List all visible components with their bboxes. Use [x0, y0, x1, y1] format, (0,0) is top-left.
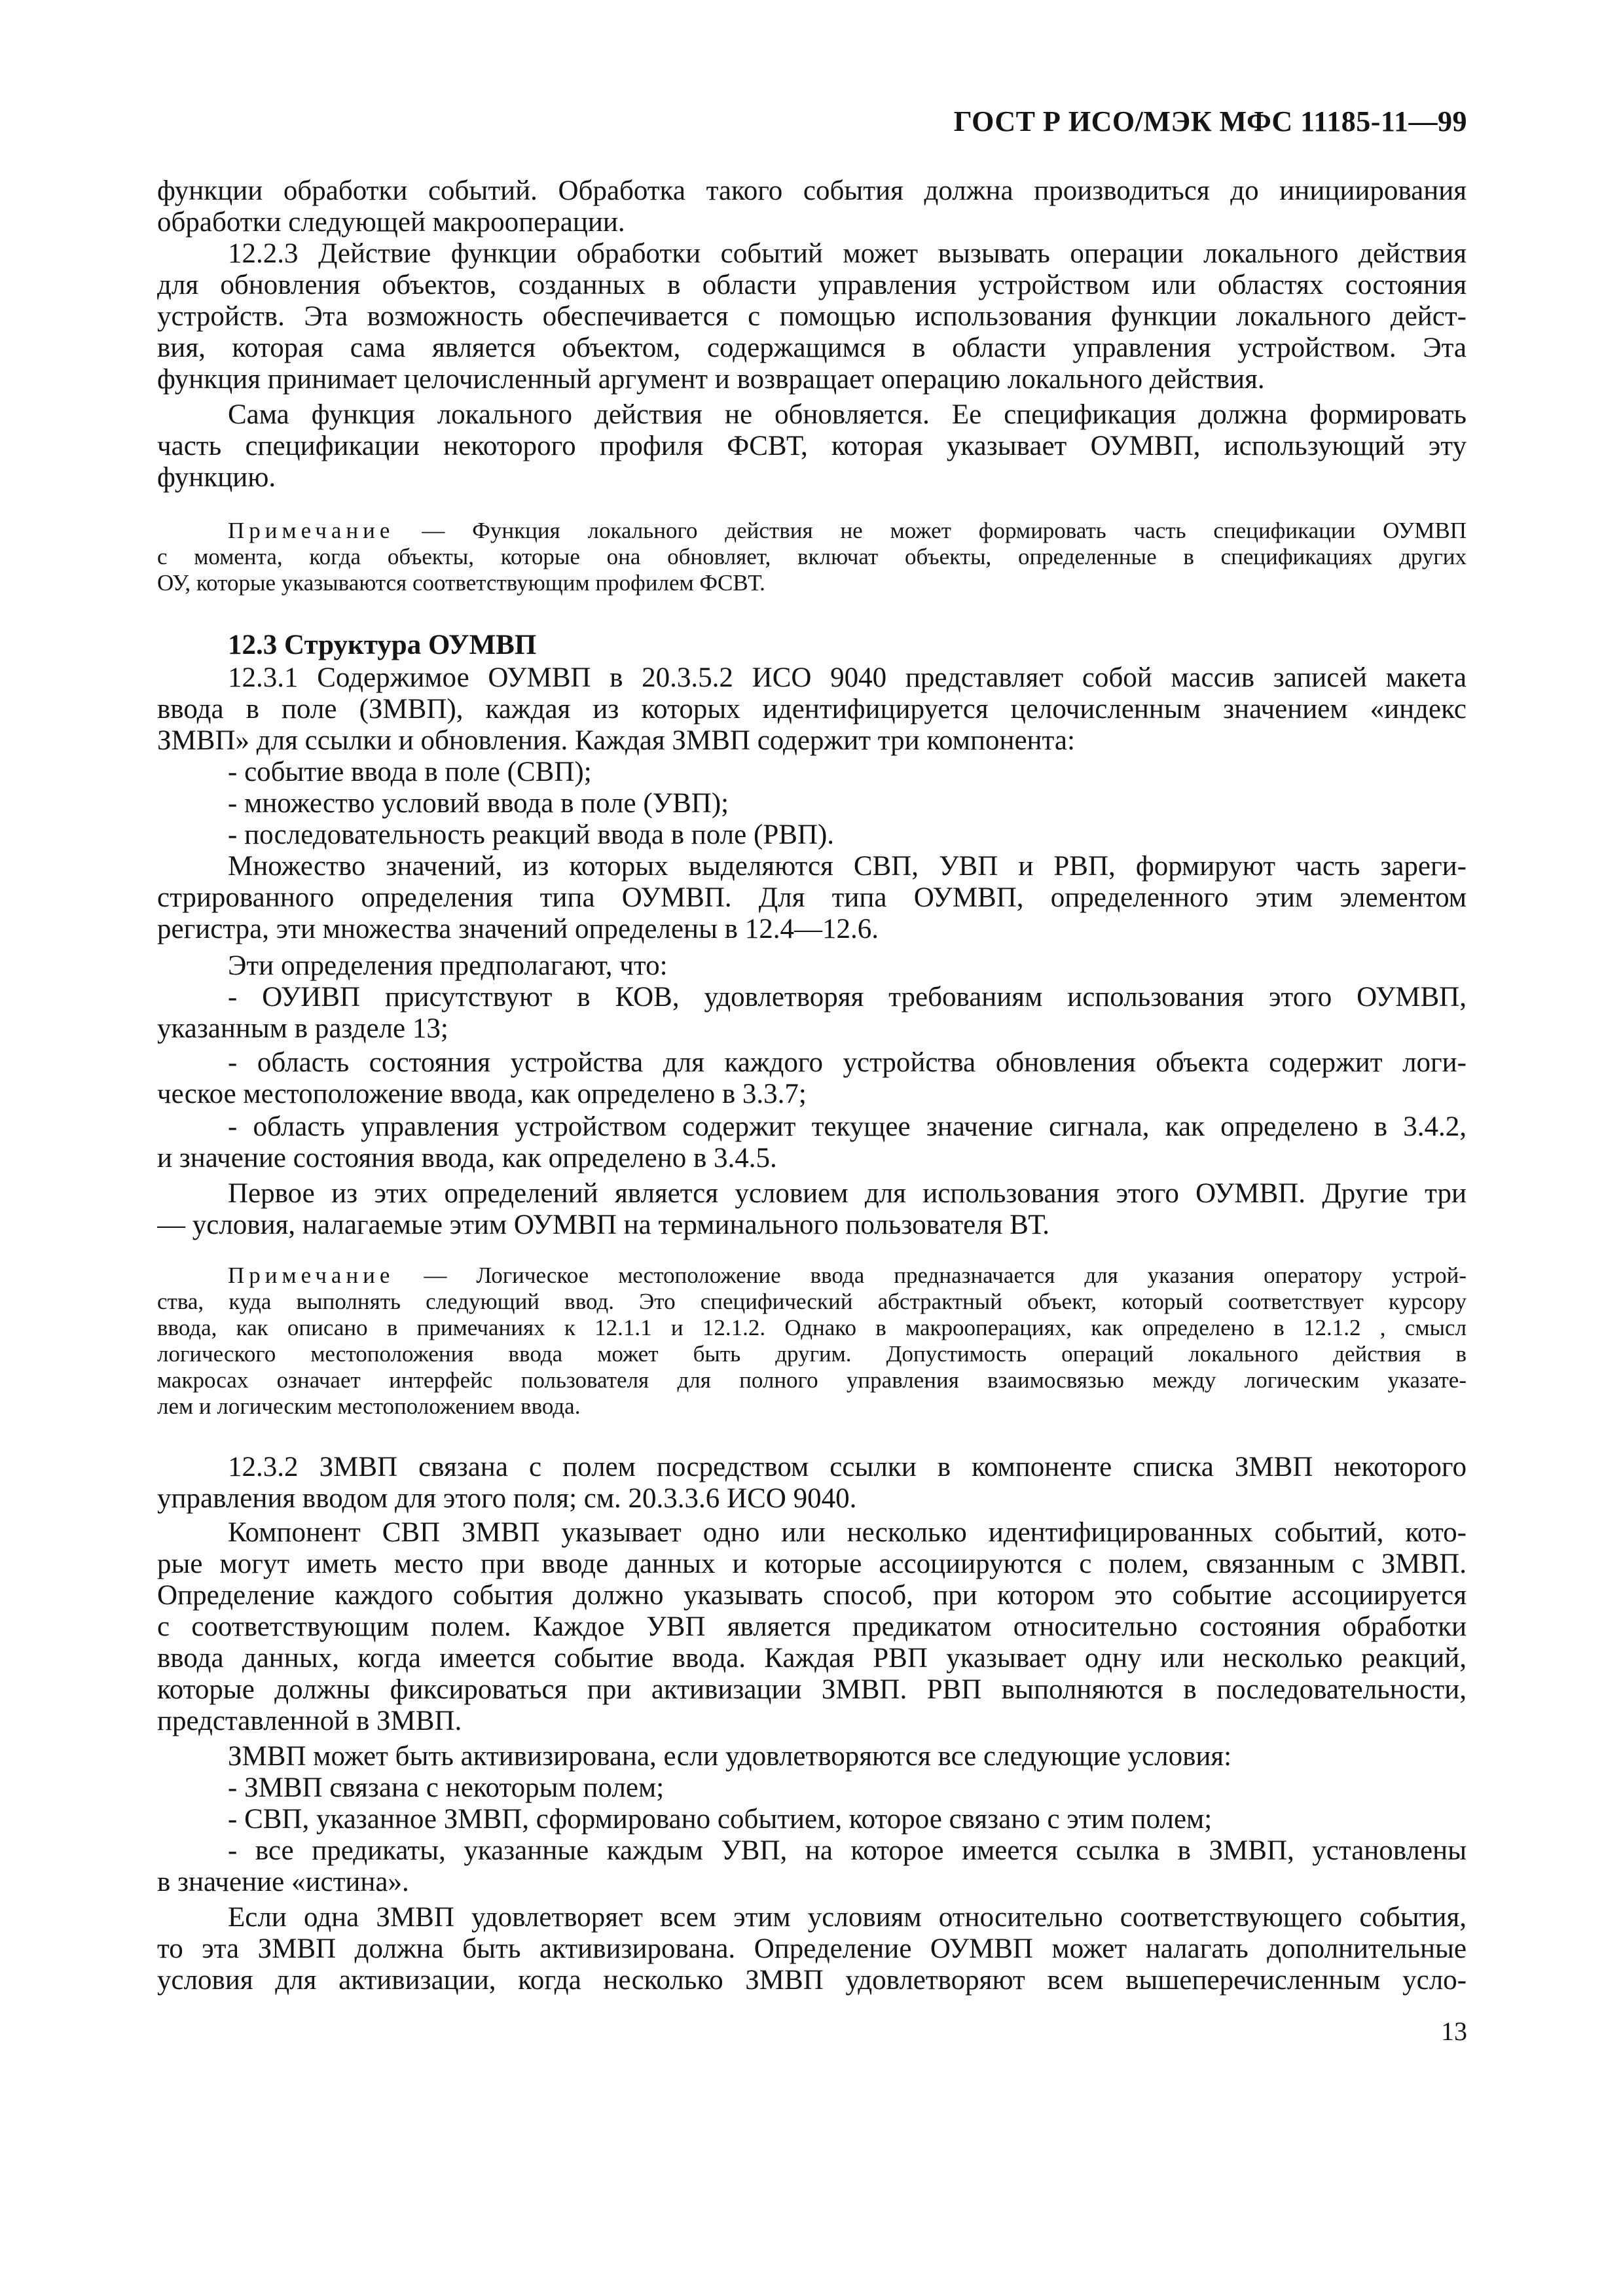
text-line: - область состояния устройства для каждого устройства обновления объекта содержит логи-	[228, 1047, 1467, 1078]
text-line: для обновления объектов, созданных в области управления устройством или областях состояния	[157, 270, 1467, 300]
text-line: функции обработки событий. Обработка такого события должна производиться до инициирования	[157, 175, 1467, 206]
note-label: Примечание	[228, 518, 395, 543]
text-line: обработки следующей макрооперации.	[157, 207, 625, 238]
text-line: устройств. Эта возможность обеспечивается с помощью использования функции локального дейст-	[157, 301, 1467, 332]
note-line: ства, куда выполнять следующий ввод. Это специфический абстрактный объект, который соответствует курсору	[157, 1289, 1467, 1314]
note-line: логического местоположения ввода может быть другим. Допустимость операций локального действия в	[157, 1342, 1467, 1367]
document-header: ГОСТ Р ИСО/МЭК МФС 11185-11—99	[953, 105, 1467, 137]
text-line: 12.2.3 Действие функции обработки событий может вызывать операции локального действия	[228, 238, 1467, 269]
text-line: ческое местоположение ввода, как определено в 3.3.7;	[157, 1079, 807, 1109]
text-line: которые должны фиксироваться при активизации ЗМВП. РВП выполняются в последовательности,	[157, 1674, 1467, 1705]
text-line: Множество значений, из которых выделяются СВП, УВП и РВП, формируют часть зареги-	[228, 851, 1467, 882]
text-line: то эта ЗМВП должна быть активизирована. Определение ОУМВП может налагать дополнительные	[157, 1933, 1467, 1964]
text-line: представленной в ЗМВП.	[157, 1706, 462, 1736]
text-line: Сама функция локального действия не обновляется. Ее спецификация должна формировать	[228, 399, 1467, 430]
text-line: - событие ввода в поле (СВП);	[228, 757, 592, 787]
note-line	[228, 1263, 1467, 1288]
text-line: - область управления устройством содержит текущее значение сигнала, как определено в 3.4.2,	[228, 1111, 1467, 1142]
text-line: - СВП, указанное ЗМВП, сформировано событием, которое связано с этим полем;	[228, 1804, 1213, 1835]
text-line: - последовательность реакций ввода в поле (РВП).	[228, 819, 835, 850]
note-line: с момента, когда объекты, которые она обновляет, включат объекты, определенные в спецификациях других	[157, 545, 1467, 569]
text-line: Определение каждого события должно указывать способ, при котором это событие ассоциируется	[157, 1580, 1467, 1611]
note-label: Примечание	[228, 1263, 395, 1288]
text-line: ЗМВП» для ссылки и обновления. Каждая ЗМВП содержит три компонента:	[157, 725, 1075, 756]
note-line	[228, 518, 1467, 543]
text-line: в значение «истина».	[157, 1867, 409, 1897]
text-line: - ОУИВП присутствуют в КОВ, удовлетворяя требованиям использования этого ОУМВП,	[228, 982, 1467, 1013]
text-line: 12.3.1 Содержимое ОУМВП в 20.3.5.2 ИСО 9040 представляет собой массив записей макета	[228, 662, 1467, 693]
section-heading: 12.3 Структура ОУМВП	[228, 630, 537, 660]
text-line: рые могут иметь место при вводе данных и которые ассоциируются с полем, связанным с ЗМВП.	[157, 1549, 1467, 1579]
text-line: часть спецификации некоторого профиля ФСВТ, которая указывает ОУМВП, использующий эту	[157, 431, 1467, 461]
text-line: - множество условий ввода в поле (УВП);	[228, 788, 729, 819]
page-number: 13	[1441, 2017, 1467, 2046]
text-line: регистра, эти множества значений определены в 12.4—12.6.	[157, 914, 879, 944]
text-line: с соответствующим полем. Каждое УВП является предикатом относительно состояния обработки	[157, 1611, 1467, 1642]
text-line: Компонент СВП ЗМВП указывает одно или несколько идентифицированных событий, кото-	[228, 1517, 1467, 1548]
text-line: Первое из этих определений является условием для использования этого ОУМВП. Другие три	[228, 1178, 1467, 1209]
note-text: — Логическое местоположение ввода предназначается для указания оператору устрой-	[424, 1263, 1467, 1288]
text-line: стрированного определения типа ОУМВП. Для типа ОУМВП, определенного этим элементом	[157, 882, 1467, 913]
text-line: ввода в поле (ЗМВП), каждая из которых идентифицируется целочисленным значением «индекс	[157, 694, 1467, 725]
text-line: условия для активизации, когда несколько ЗМВП удовлетворяют всем вышеперечисленным усло-	[157, 1965, 1467, 1996]
text-line: - все предикаты, указанные каждым УВП, на которое имеется ссылка в ЗМВП, установлены	[228, 1835, 1467, 1866]
note-line: ОУ, которые указываются соответствующим профилем ФСВТ.	[157, 571, 765, 596]
note-text: — Функция локального действия не может формировать часть спецификации ОУМВП	[422, 518, 1467, 543]
note-line: лем и логическим местоположением ввода.	[157, 1394, 581, 1419]
text-line: 12.3.2 ЗМВП связана с полем посредством ссылки в компоненте списка ЗМВП некоторого	[228, 1452, 1467, 1482]
text-line: - ЗМВП связана с некоторым полем;	[228, 1772, 665, 1803]
text-line: и значение состояния ввода, как определено в 3.4.5.	[157, 1143, 777, 1174]
text-line: — условия, налагаемые этим ОУМВП на терминального пользователя ВТ.	[157, 1210, 1049, 1240]
text-line: Эти определения предполагают, что:	[228, 950, 668, 981]
note-line: ввода, как описано в примечаниях к 12.1.1 и 12.1.2. Однако в макрооперациях, как определено в 12.1.2 , смысл	[157, 1316, 1467, 1340]
text-line: Если одна ЗМВП удовлетворяет всем этим условиям относительно соответствующего события,	[228, 1902, 1467, 1933]
text-line: вия, которая сама является объектом, содержащимся в области управления устройством. Эта	[157, 332, 1467, 363]
text-line: функцию.	[157, 462, 276, 493]
text-line: ЗМВП может быть активизирована, если удовлетворяются все следующие условия:	[228, 1741, 1232, 1772]
note-line: макросах означает интерфейс пользователя для полного управления взаимосвязью между логическим указате-	[157, 1368, 1467, 1393]
text-line: функция принимает целочисленный аргумент и возвращает операцию локального действия.	[157, 364, 1265, 395]
text-line: ввода данных, когда имеется событие ввода. Каждая РВП указывает одну или несколько реакций,	[157, 1643, 1467, 1674]
text-line: управления вводом для этого поля; см. 20.3.3.6 ИСО 9040.	[157, 1483, 857, 1514]
text-line: указанным в разделе 13;	[157, 1013, 448, 1044]
